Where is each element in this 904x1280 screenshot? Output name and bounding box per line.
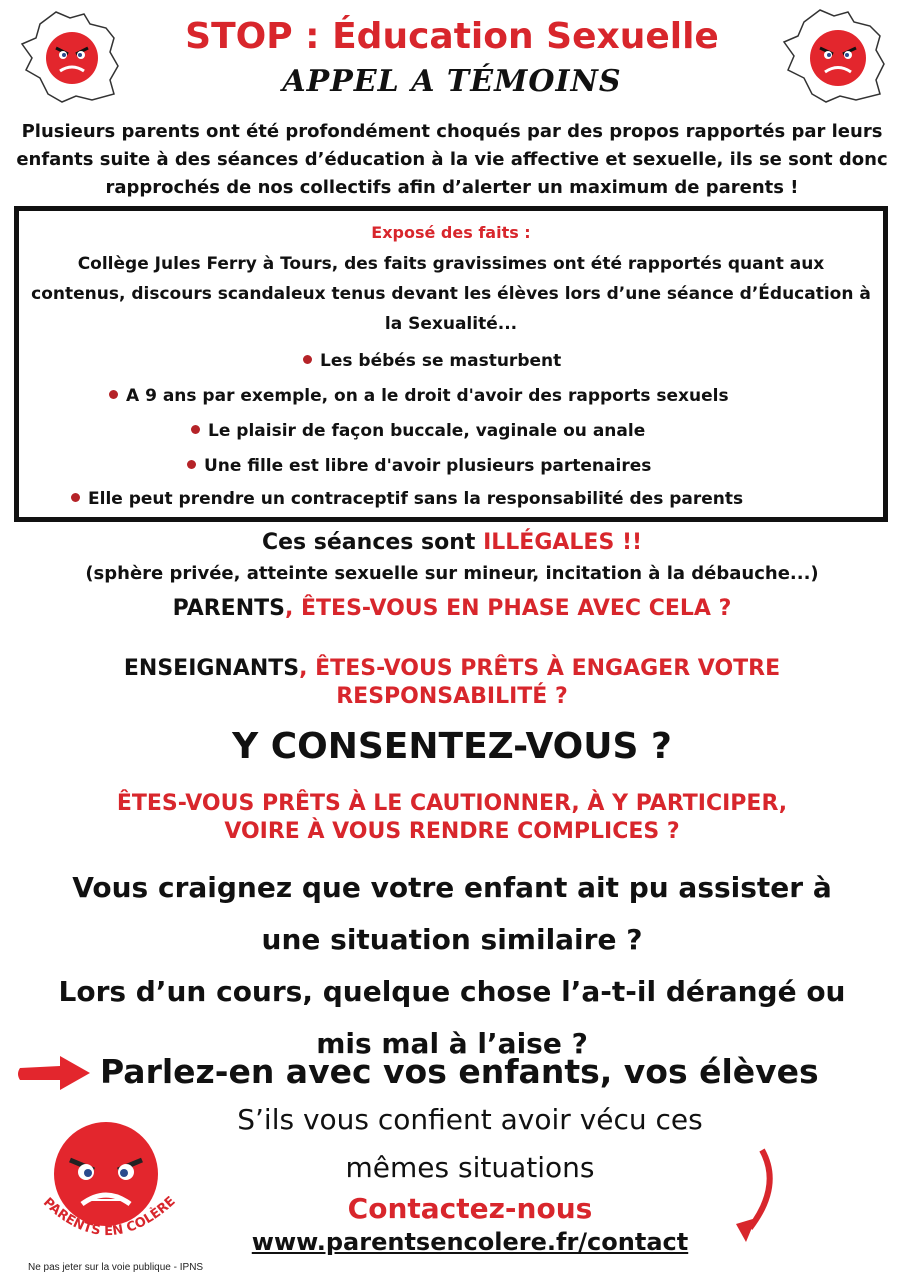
svg-text:PARENTS EN COLÈRE: PARENTS EN COLÈRE	[40, 1196, 179, 1240]
fact-bullet: Une fille est libre d'avoir plusieurs partenaires	[187, 456, 651, 476]
fact-bullet: Elle peut prendre un contraceptif sans la responsabilité des parents	[71, 489, 743, 509]
bullet-dot-icon	[187, 460, 196, 469]
curved-arrow-icon	[716, 1146, 786, 1250]
parents-question: PARENTS, ÊTES-VOUS EN PHASE AVEC CELA ?	[172, 596, 732, 621]
intro-paragraph: Plusieurs parents ont été profondément choqués par des propos rapportés par leurs enfants suite à des séances d’éducation à la vie affective et sexuelle, ils se sont donc rapprochés de nos collectifs afin d’alerter un maximum de parents !	[16, 121, 888, 198]
facts-box	[14, 206, 888, 522]
teachers-question: ENSEIGNANTS, ÊTES-VOUS PRÊTS À ENGAGER VOTRE RESPONSABILITÉ ?	[123, 656, 781, 709]
fact-bullet: Les bébés se masturbent	[303, 351, 561, 371]
bullet-dot-icon	[303, 355, 312, 364]
confide-text: S’ils vous confient avoir vécu ces mêmes situations	[237, 1103, 703, 1184]
contact-link[interactable]: www.parentsencolere.fr/contact	[251, 1228, 689, 1256]
illegal-statement: Ces séances sont ILLÉGALES !!	[261, 530, 643, 555]
bullet-dot-icon	[191, 425, 200, 434]
ipns-notice: Ne pas jeter sur la voie publique - IPNS	[28, 1262, 204, 1273]
france-map-angry-face-icon-right	[780, 6, 892, 106]
page-title: STOP : Éducation Sexuelle	[185, 16, 719, 57]
consent-question: Y CONSENTEZ-VOUS ?	[232, 726, 672, 767]
legal-note: (sphère privée, atteinte sexuelle sur mineur, incitation à la débauche...)	[85, 563, 819, 584]
page-subtitle: APPEL A TÉMOINS	[282, 64, 622, 99]
contact-heading: Contactez-nous	[347, 1192, 593, 1225]
bullet-dot-icon	[109, 390, 118, 399]
complicity-question: ÊTES-VOUS PRÊTS À LE CAUTIONNER, À Y PARTICIPER, VOIRE À VOUS RENDRE COMPLICES ?	[116, 791, 788, 844]
talk-call-to-action: Parlez-en avec vos enfants, vos élèves	[100, 1052, 819, 1091]
bullet-dot-icon	[71, 493, 80, 502]
fact-bullet: Le plaisir de façon buccale, vaginale ou anale	[191, 421, 645, 441]
facts-text: Collège Jules Ferry à Tours, des faits gravissimes ont été rapportés quant aux contenus, discours scandaleux tenus devant les élèves lors d’une séance d’Éducation à la Sexualité...	[31, 254, 871, 334]
fear-question: Vous craignez que votre enfant ait pu assister à une situation similaire ? Lors d’un cours, quelque chose l’a-t-il dérangé ou mis mal à l’aise ?	[58, 871, 846, 1060]
facts-heading: Exposé des faits :	[371, 223, 531, 242]
logo-text	[34, 1196, 184, 1260]
arrow-right-icon	[16, 1054, 92, 1096]
france-map-angry-face-icon-left	[18, 8, 126, 104]
fact-bullet: A 9 ans par exemple, on a le droit d'avoir des rapports sexuels	[109, 386, 729, 406]
